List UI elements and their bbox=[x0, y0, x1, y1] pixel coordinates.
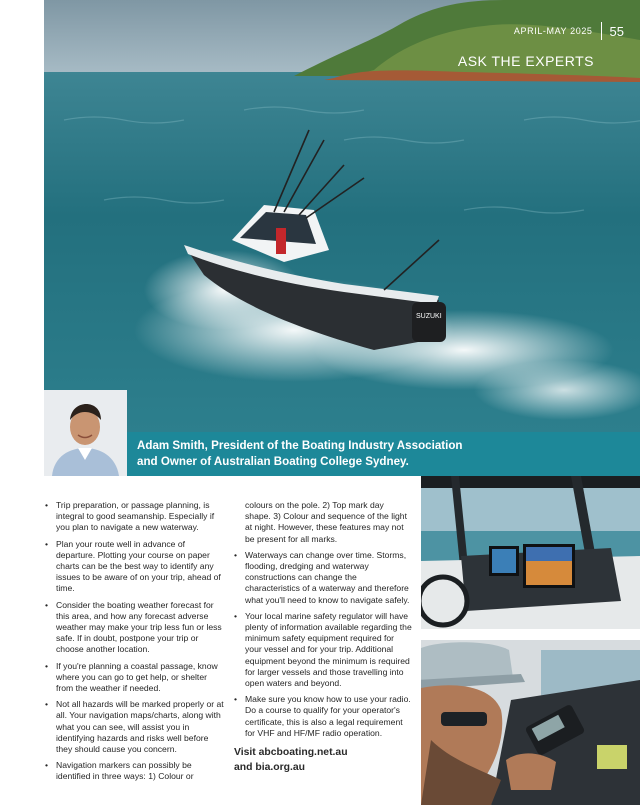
hero-photo bbox=[44, 0, 640, 432]
section-title: ASK THE EXPERTS bbox=[457, 53, 594, 69]
middle-bullet-list bbox=[234, 550, 412, 739]
left-column bbox=[45, 500, 225, 788]
middle-column bbox=[234, 500, 412, 775]
caption-line-2: and Owner of Australian Boating College Sydney. bbox=[137, 455, 409, 468]
bullet-item: • Make sure you know how to use your radio. Do a course to qualify for your operator's certificate, this is also a legal requirement for VHF and HF/MF radio operation. bbox=[234, 694, 412, 739]
issue-date: APRIL-MAY 2025 bbox=[513, 26, 593, 36]
bullet-item: • Waterways can change over time. Storms, flooding, dredging and waterway constructions can change the characteristics of a waterway and therefore what you'll need to know to navigate safely. bbox=[234, 550, 412, 606]
bullet-continuation: colours on the pole. 2) Top mark day shape. 3) Colour and sequence of the light at night. However, these features may not be present for all marks. bbox=[245, 500, 407, 544]
page-number: 55 bbox=[609, 23, 624, 39]
bullet-item: • Plan your route well in advance of departure. Plotting your course on paper charts can be the best way to identify any issues to be aware of on your trip, ahead of time. bbox=[45, 539, 225, 595]
caption-bar bbox=[127, 432, 640, 476]
visit-line-2[interactable]: and bia.org.au bbox=[234, 762, 306, 774]
header-divider bbox=[601, 22, 602, 40]
bullet-item: • Navigation markers can possibly be identified in three ways: 1) Colour or bbox=[45, 760, 225, 782]
caption-line-1: Adam Smith, President of the Boating Industry Association bbox=[137, 439, 463, 452]
page-header bbox=[514, 22, 624, 40]
bullet-item: • Not all hazards will be marked properly or at all. Your navigation maps/charts, along with what you can see, will assist you in identifying hazards and risks well before they should cause you concern. bbox=[45, 699, 225, 755]
motor-brand-label: SUZUKI bbox=[416, 313, 442, 320]
visit-websites bbox=[234, 745, 412, 775]
bullet-item: • Your local marine safety regulator will have plenty of information available regarding the minimum safety equipment required for your vessel and for your trip. Additional equipment beyond the minimum is required for larger vessels and those travelling into open waters and beyond. bbox=[234, 611, 412, 689]
visit-line-1[interactable]: Visit abcboating.net.au bbox=[234, 747, 348, 759]
left-bullet-list bbox=[45, 500, 225, 783]
bullet-item: • Trip preparation, or passage planning, is integral to good seamanship. Especially if you plan to navigate a new waterway. bbox=[45, 500, 225, 534]
radio-operator-photo bbox=[421, 640, 640, 805]
author-portrait bbox=[44, 390, 127, 476]
helm-electronics-photo bbox=[421, 476, 640, 629]
bullet-item: • Consider the boating weather forecast for this area, and how any forecast adverse weather may make your trip less fun or less safe. If in doubt, postpone your trip or choose another location. bbox=[45, 600, 225, 656]
bullet-item: • If you're planning a coastal passage, know where you can go to get help, or shelter from the weather if needed. bbox=[45, 661, 225, 695]
